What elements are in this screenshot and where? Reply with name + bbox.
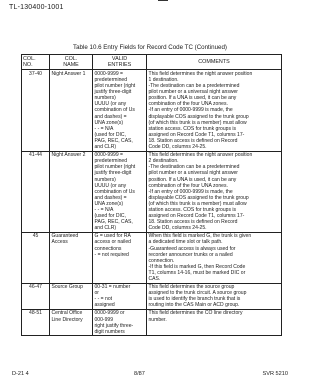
entry-fields-table [21, 54, 282, 336]
valid-entries-cell-line: (used for DIC, [94, 131, 126, 138]
valid-entries-cell-line: 0000-9999 = [94, 152, 123, 159]
valid-entries-cell-line: UUUU (or any [94, 101, 127, 108]
comments-cell [147, 283, 282, 309]
footer-page-number: D-21 4 [12, 371, 29, 377]
valid-entries-cell [93, 309, 147, 335]
valid-entries-cell-line: digit numbers [94, 328, 125, 335]
table-row [22, 283, 282, 309]
comments-cell-line: -The destination can be a predetermined [148, 83, 240, 90]
comments-cell-line: assigned on Record Code T1, columns 17- [148, 213, 245, 220]
comments-cell-line: displayable COS assigned to the trunk group [148, 113, 249, 120]
comments-cell-line: 18. Station access is defined on Record [148, 137, 238, 144]
valid-entries-cell-line: and dashes) = [94, 113, 127, 120]
header-col-no: COL. NO. [22, 55, 50, 70]
table-header-row [22, 55, 282, 70]
col-name-cell-line: Line Directory [51, 316, 83, 323]
table-row [22, 309, 282, 335]
comments-cell-line: (of which this trunk is a member) must allow [148, 200, 247, 207]
valid-entries-cell-line: right justify three- [94, 322, 134, 329]
comments-cell [147, 309, 282, 335]
header-comments: COMMENTS [147, 55, 282, 70]
valid-entries-cell-line: - = not required [94, 251, 129, 258]
valid-entries-cell [93, 283, 147, 309]
comments-cell-line: combination of the four UNA zones. [148, 101, 228, 108]
comments-cell-line: T1, columns 14-16, must be marked DIC or [148, 269, 246, 276]
col-no-cell: 45 [22, 232, 50, 283]
col-name-cell-line: Night Answer 2 [51, 152, 86, 159]
comments-cell-line: Code DD, columns 24-25. [148, 144, 207, 151]
col-name-cell [50, 232, 93, 283]
comments-cell-line: number. [148, 316, 167, 323]
col-name-cell [50, 283, 93, 309]
valid-entries-cell-line: pilot number (right [94, 164, 136, 171]
comments-cell-line: pilot number or a universal night answer [148, 170, 238, 177]
comments-cell-line: position. If a UNA is used, it can be any [148, 176, 237, 183]
header-valid-entries: VALID ENTRIES [93, 55, 147, 70]
comments-cell-line: assigned on Record Code T1, columns 17- [148, 131, 245, 138]
comments-cell-line: routing into the CAS Main or ACD group. [148, 302, 240, 309]
valid-entries-cell-line: and CLR) [94, 144, 117, 151]
comments-cell [147, 70, 282, 151]
col-no-cell: 46-47 [22, 283, 50, 309]
comments-cell-line: position. If a UNA is used, it can be any [148, 95, 237, 102]
valid-entries-cell-line: PAG, REC, CAS, [94, 137, 133, 144]
valid-entries-cell-line: 00-31 = number [94, 284, 131, 291]
comments-cell-line: This field determines the source group [148, 284, 235, 291]
col-no-cell: 48-51 [22, 309, 50, 335]
valid-entries-cell-line: numbers) [94, 95, 116, 102]
valid-entries-cell-line: and dashes) = [94, 194, 127, 201]
footer-date: 8/87 [134, 371, 145, 377]
valid-entries-cell-line: - - = N/A [94, 125, 114, 132]
col-no-cell: 41-44 [22, 151, 50, 232]
valid-entries-cell-line: 0000-9999 = [94, 70, 123, 77]
valid-entries-cell-line: justify three-digit [94, 89, 132, 96]
valid-entries-cell-line: UNA zone(s) [94, 119, 124, 126]
valid-entries-cell-line: 000-999 [94, 316, 114, 323]
valid-entries-cell-line: numbers) [94, 176, 116, 183]
comments-cell-line: Code DD, columns 24-25. [148, 225, 207, 232]
valid-entries-cell [93, 70, 147, 151]
col-name-cell [50, 151, 93, 232]
comments-cell-line: station access. COS for trunk groups is [148, 125, 237, 132]
valid-entries-cell [93, 151, 147, 232]
col-no-cell: 37-40 [22, 70, 50, 151]
valid-entries-cell-line: pilot number (right [94, 83, 136, 90]
valid-entries-cell-line: - - = N/A [94, 206, 114, 213]
valid-entries-cell-line: 0000-9999 or [94, 310, 125, 317]
comments-cell-line: This field determines the night answer position [148, 152, 253, 159]
table-caption: Table 10.6 Entry Fields for Record Code TC (Continued) [73, 44, 227, 51]
valid-entries-cell-line: UNA zone(s) [94, 200, 124, 207]
comments-cell [147, 151, 282, 232]
col-name-cell-line: Guaranteed [51, 233, 79, 240]
valid-entries-cell-line: connections [94, 245, 122, 252]
top-edge-mark [158, 0, 168, 1]
table-row [22, 70, 282, 151]
table-row [22, 232, 282, 283]
valid-entries-cell-line: combination of Us [94, 107, 135, 114]
comments-cell-line: (of which this trunk is a member) must allow [148, 119, 247, 126]
valid-entries-cell-line: combination of Us [94, 188, 135, 195]
comments-cell-line: 2 destination. [148, 158, 179, 165]
valid-entries-cell-line: or [94, 290, 99, 297]
comments-cell-line: a dedicated time slot or talk path. [148, 239, 223, 246]
comments-cell-line: connection. [148, 257, 175, 264]
comments-cell-line: assigned to the trunk circuit. A source group [148, 290, 247, 297]
valid-entries-cell-line: predetermined [94, 158, 128, 165]
comments-cell-line: This field determines the CO line directory [148, 310, 243, 317]
valid-entries-cell-line: (used for DIC, [94, 213, 126, 220]
valid-entries-cell-line: G = used for RA [94, 233, 131, 240]
valid-entries-cell-line: - - = not [94, 296, 113, 303]
valid-entries-cell-line: and CLR) [94, 225, 117, 232]
comments-cell-line: combination of the four UNA zones. [148, 182, 228, 189]
valid-entries-cell-line: justify three-digit [94, 170, 132, 177]
col-name-cell [50, 70, 93, 151]
comments-cell-line: 1 destination. [148, 77, 179, 83]
col-name-cell-line: Central Office [51, 310, 83, 317]
col-name-cell [50, 309, 93, 335]
comments-cell-line: 18. Station access is defined on Record [148, 219, 238, 226]
comments-cell-line: -The destination can be a predetermined [148, 164, 240, 171]
comments-cell-line: -If an entry of 0000-9999 is made, the [148, 188, 233, 195]
comments-cell-line: -If an entry of 0000-9999 is made, the [148, 107, 233, 114]
comments-cell-line: recorder announcer trunks or a nailed [148, 251, 233, 258]
col-name-cell-line: Night Answer 1 [51, 70, 86, 77]
comments-cell-line: -If this field is marked G, then Record Code [148, 263, 246, 270]
valid-entries-cell [93, 232, 147, 283]
valid-entries-cell-line: predetermined [94, 77, 128, 83]
comments-cell-line: CAS. [148, 276, 161, 282]
valid-entries-cell-line: PAG, REC, CAS, [94, 219, 133, 226]
footer-doc-code: SVR 5210 [262, 371, 288, 377]
comments-cell-line: This field determines the night answer position [148, 70, 253, 77]
comments-cell-line: pilot number or a universal night answer [148, 89, 238, 96]
valid-entries-cell-line: access or nailed [94, 239, 131, 246]
table-body [22, 70, 282, 336]
comments-cell-line: displayable COS assigned to the trunk group [148, 194, 249, 201]
comments-cell [147, 232, 282, 283]
document-id: TL-130400-1001 [9, 4, 64, 11]
valid-entries-cell-line: assigned [94, 302, 115, 309]
comments-cell-line: station access. COS for trunk groups is [148, 206, 237, 213]
comments-cell-line: -Guaranteed access is always used for [148, 245, 236, 252]
table-row [22, 151, 282, 232]
col-name-cell-line: Source Group [51, 284, 83, 291]
header-col-name: COL. NAME [50, 55, 93, 70]
comments-cell-line: is used to identify the branch trunk that is [148, 296, 241, 303]
col-name-cell-line: Access [51, 239, 68, 246]
comments-cell-line: When this field is marked G, the trunk is given [148, 233, 252, 240]
valid-entries-cell-line: UUUU (or any [94, 182, 127, 189]
